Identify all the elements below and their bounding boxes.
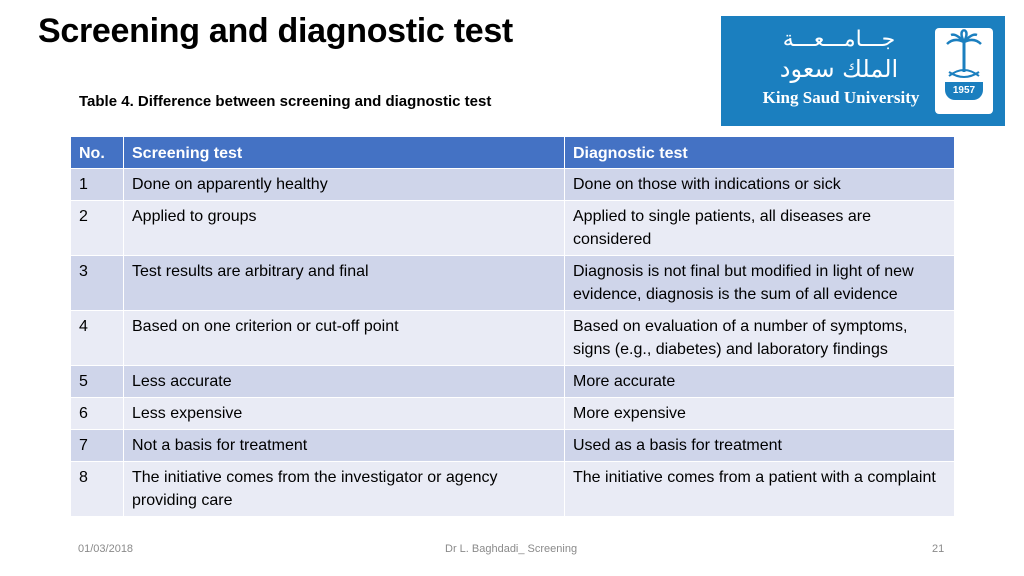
logo-arabic-line2: الملك سعود [779,55,899,83]
column-header-no: No. [71,137,124,169]
diagnostic-cell: Based on evaluation of a number of symptoms, signs (e.g., diabetes) and laboratory findings [565,311,955,366]
table-row [71,430,955,462]
row-number: 3 [71,256,124,311]
logo-english-name: King Saud University [762,88,920,107]
screening-cell: Done on apparently healthy [124,169,565,201]
table-row [71,201,955,256]
row-number: 1 [71,169,124,201]
footer-author: Dr L. Baghdadi_ Screening [445,543,578,555]
row-number: 5 [71,366,124,398]
slide-title: Screening and diagnostic test [38,12,513,50]
diagnostic-cell: Applied to single patients, all diseases are considered [565,201,955,256]
diagnostic-cell: The initiative comes from a patient with a complaint [565,462,955,517]
footer-page-number: 21 [932,543,945,555]
column-header-diagnostic: Diagnostic test [565,137,955,169]
row-number: 7 [71,430,124,462]
table-row [71,398,955,430]
row-number: 2 [71,201,124,256]
table-row [71,366,955,398]
row-number: 4 [71,311,124,366]
comparison-table [70,136,955,517]
row-number: 8 [71,462,124,517]
footer-date: 01/03/2018 [78,543,134,555]
table-caption: Table 4. Difference between screening and diagnostic test [79,93,492,110]
table-row [71,256,955,311]
university-logo [721,16,1005,126]
diagnostic-cell: Diagnosis is not final but modified in light of new evidence, diagnosis is the sum of all evidence [565,256,955,311]
diagnostic-cell: More expensive [565,398,955,430]
row-number: 6 [71,398,124,430]
table-row [71,311,955,366]
screening-cell: Test results are arbitrary and final [124,256,565,311]
logo-arabic-line1: جـــامـــعـــة [782,27,896,52]
palm-swords-emblem-icon [935,28,993,114]
screening-cell: The initiative comes from the investigator or agency providing care [124,462,565,517]
logo-year-badge: 1957 [945,82,983,100]
screening-cell: Less expensive [124,398,565,430]
screening-cell: Less accurate [124,366,565,398]
diagnostic-cell: More accurate [565,366,955,398]
screening-cell: Applied to groups [124,201,565,256]
diagnostic-cell: Used as a basis for treatment [565,430,955,462]
diagnostic-cell: Done on those with indications or sick [565,169,955,201]
table-row [71,462,955,517]
table-header-row [71,137,955,169]
column-header-screening: Screening test [124,137,565,169]
table-row [71,169,955,201]
screening-cell: Not a basis for treatment [124,430,565,462]
screening-cell: Based on one criterion or cut-off point [124,311,565,366]
